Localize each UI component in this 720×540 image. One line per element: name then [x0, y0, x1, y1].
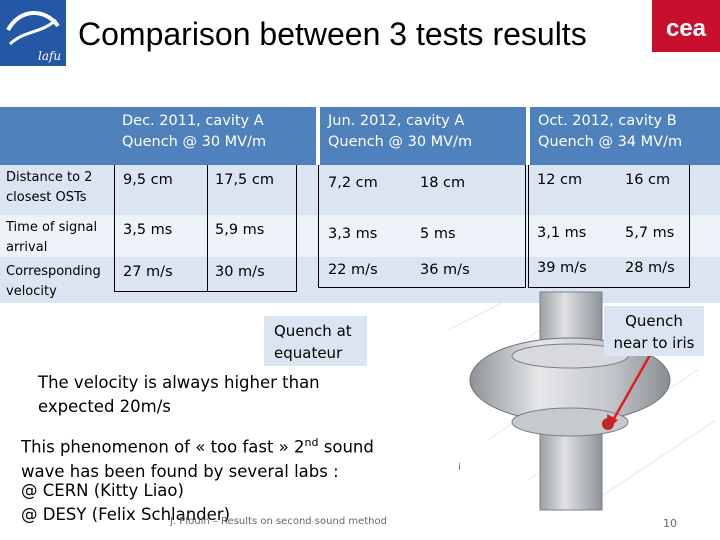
- header-line: Quench @ 30 MV/m: [328, 134, 473, 150]
- callout-quench-iris: [604, 306, 704, 356]
- velocity-note: The velocity is always higher than expected 20m/s: [38, 373, 320, 416]
- svg-text:i: i: [458, 462, 461, 473]
- table-cell: 16 cm: [625, 172, 671, 188]
- svg-text:lafu: lafu: [38, 49, 62, 63]
- row-label-time: Time of signal arrival: [6, 220, 98, 255]
- phenomenon-text: [21, 431, 381, 484]
- table-cell: 30 m/s: [215, 264, 265, 280]
- table-cell: 3,3 ms: [328, 226, 378, 242]
- phenomenon-post: sound wave has been found by several labs :: [21, 437, 374, 481]
- header-line: Dec. 2011, cavity A: [122, 113, 264, 129]
- table-cell: 3,1 ms: [537, 225, 587, 241]
- callout-quench-equateur: [264, 316, 367, 366]
- callout-text: Quench near to iris: [613, 312, 695, 352]
- table-cell: 27 m/s: [123, 264, 173, 280]
- table-header-dec-2011: [114, 107, 316, 165]
- table-cell: 18 cm: [420, 175, 466, 191]
- table-cell: 5,9 ms: [215, 222, 265, 238]
- svg-text:cea: cea: [665, 15, 707, 42]
- table-cell: 28 m/s: [625, 260, 675, 276]
- table-cell: 5,7 ms: [625, 225, 675, 241]
- phenomenon-pre: This phenomenon of « too fast » 2: [21, 437, 305, 457]
- slide-title: Comparison between 3 tests results: [78, 16, 587, 52]
- group-bracket-jun-2012: [318, 165, 526, 288]
- table-cell: 22 m/s: [328, 262, 378, 278]
- phenomenon-sup: nd: [304, 436, 319, 449]
- lab-desy: @ DESY (Felix Schlander): [21, 505, 231, 524]
- table-cell: 7,2 cm: [328, 175, 378, 191]
- group-bracket-dec-2011-b: [206, 165, 297, 292]
- table-header-oct-2012: [530, 107, 720, 165]
- callout-text: Quench at equateur: [274, 322, 352, 362]
- lal-logo: [0, 0, 66, 66]
- header-line: Quench @ 34 MV/m: [538, 134, 683, 150]
- row-label-velocity: Corresponding velocity: [6, 264, 101, 299]
- group-bracket-oct-2012: [528, 165, 690, 288]
- table-cell: 36 m/s: [420, 262, 470, 278]
- header-line: Quench @ 30 MV/m: [122, 134, 267, 150]
- table-header-jun-2012: [320, 107, 526, 165]
- page-number: 10: [663, 517, 677, 530]
- group-bracket-dec-2011: [114, 165, 208, 292]
- lab-cern: @ CERN (Kitty Liao): [21, 481, 184, 500]
- table-cell: 9,5 cm: [123, 172, 173, 188]
- row-label-distance: Distance to 2 closest OSTs: [6, 170, 93, 205]
- table-header-blank: [0, 107, 114, 165]
- table-cell: 17,5 cm: [215, 172, 274, 188]
- footer-text: J. Plouin – Results on second sound method: [170, 516, 387, 527]
- cea-logo: [652, 0, 720, 52]
- header-line: Jun. 2012, cavity A: [328, 113, 465, 129]
- table-cell: 39 m/s: [537, 260, 587, 276]
- table-cell: 3,5 ms: [123, 222, 173, 238]
- table-cell: 5 ms: [420, 226, 456, 242]
- header-line: Oct. 2012, cavity B: [538, 113, 677, 129]
- table-cell: 12 cm: [537, 172, 583, 188]
